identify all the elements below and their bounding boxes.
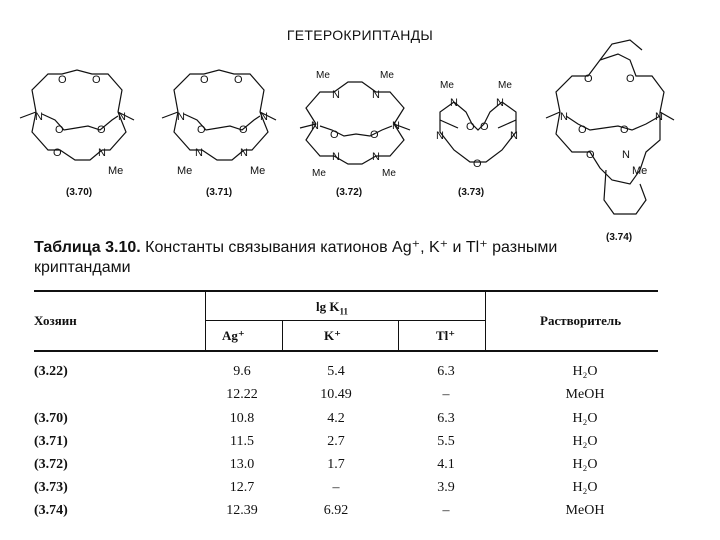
tl-cell: 4.1 — [437, 457, 455, 472]
table-top-rule — [34, 290, 658, 292]
atom-o: O — [578, 124, 587, 136]
atom-n: N — [372, 89, 380, 101]
table-caption — [34, 238, 594, 278]
methyl-label: Me — [380, 70, 394, 81]
atom-o: O — [197, 124, 206, 136]
tl-cell: 6.3 — [437, 364, 455, 379]
atom-o: O — [473, 158, 482, 170]
ion-header-ag: Ag⁺ — [222, 328, 245, 343]
column-divider — [485, 292, 486, 350]
compound-label: (3.70) — [66, 187, 93, 198]
atom-n: N — [35, 111, 43, 123]
solvent-cell: H₂O — [572, 457, 598, 472]
methyl-label: Me — [440, 80, 454, 91]
atom-o: O — [55, 124, 64, 136]
atom-o: O — [620, 124, 629, 136]
solvent-cell: H₂O — [572, 411, 598, 426]
host-header: Хозяин — [34, 313, 77, 328]
methyl-label: Me — [382, 168, 396, 179]
caption-number: Таблица 3.10. — [34, 239, 141, 256]
column-divider — [398, 320, 399, 350]
logk-header — [316, 299, 348, 317]
atom-o: O — [239, 124, 248, 136]
cryptand-structures — [0, 0, 720, 250]
methyl-label: Me — [498, 80, 512, 91]
ag-cell: 12.39 — [226, 503, 258, 518]
atom-o: O — [200, 74, 209, 86]
host-cell: (3.72) — [34, 457, 68, 472]
atom-n: N — [260, 111, 268, 123]
solvent-cell: MeOH — [565, 503, 605, 518]
atom-o: O — [330, 129, 339, 141]
atom-o: O — [466, 121, 475, 133]
atom-n: N — [392, 120, 400, 132]
atom-o: O — [234, 74, 243, 86]
atom-o: O — [370, 129, 379, 141]
host-cell: (3.73) — [34, 480, 68, 495]
atom-n: N — [496, 97, 504, 109]
k-cell: 2.7 — [327, 434, 345, 449]
atom-n: N — [622, 149, 630, 161]
ag-cell: 11.5 — [230, 434, 254, 449]
tl-cell: 6.3 — [437, 411, 455, 426]
atom-o: O — [92, 74, 101, 86]
solvent-cell: H₂O — [572, 364, 598, 379]
atom-o: O — [586, 149, 595, 161]
atom-o: O — [480, 121, 489, 133]
solvent-cell: H₂O — [572, 434, 598, 449]
k-cell: 1.7 — [327, 457, 345, 472]
compound-label: (3.73) — [458, 187, 485, 198]
tl-cell: 3.9 — [437, 480, 455, 495]
compound-label: (3.71) — [206, 187, 233, 198]
atom-n: N — [655, 111, 663, 123]
page-title: ГЕТЕРОКРИПТАНДЫ — [286, 27, 434, 43]
methyl-label: Me — [632, 165, 648, 177]
host-cell: (3.71) — [34, 434, 68, 449]
ion-header-k: K⁺ — [324, 328, 341, 343]
caption-text: Константы связывания катионов Ag⁺, K⁺ и Tl⁺ разными криптандами — [34, 239, 558, 276]
ag-cell: 10.8 — [229, 411, 255, 426]
structure-3-74 — [546, 40, 674, 214]
k-cell: 5.4 — [327, 364, 345, 379]
tl-cell: 5.5 — [437, 434, 455, 449]
atom-o: O — [626, 73, 635, 85]
solvent-header: Растворитель — [540, 313, 622, 328]
ion-header-tl: Tl⁺ — [436, 328, 456, 343]
atom-n: N — [510, 130, 518, 142]
tl-cell: – — [442, 387, 450, 402]
atom-n: N — [98, 147, 106, 159]
ag-cell: 12.7 — [229, 480, 255, 495]
column-divider — [205, 292, 206, 350]
host-cell: (3.74) — [34, 503, 68, 518]
methyl-label: Me — [108, 165, 124, 177]
column-divider — [282, 320, 283, 350]
ag-cell: 12.22 — [226, 387, 258, 402]
atom-o: O — [97, 124, 106, 136]
atom-n: N — [311, 120, 319, 132]
atom-n: N — [372, 151, 380, 163]
atom-o: O — [58, 74, 67, 86]
compound-label: (3.74) — [606, 232, 633, 243]
logk-subscript: 11 — [339, 306, 348, 317]
atom-n: N — [560, 111, 568, 123]
ag-cell: 9.6 — [233, 364, 251, 379]
atom-n: N — [195, 147, 203, 159]
structure-3-73 — [440, 102, 516, 162]
ag-cell: 13.0 — [229, 457, 255, 472]
atom-o: O — [584, 73, 593, 85]
atom-n: N — [332, 89, 340, 101]
methyl-label: Me — [312, 168, 326, 179]
k-cell: 10.49 — [320, 387, 352, 402]
logk-label: lg K — [316, 299, 340, 314]
methyl-label: Me — [250, 165, 266, 177]
atom-n: N — [450, 97, 458, 109]
k-cell: 6.92 — [323, 503, 349, 518]
atom-n: N — [118, 111, 126, 123]
table-header-rule — [34, 350, 658, 352]
host-cell: (3.70) — [34, 411, 68, 426]
atom-n: N — [436, 130, 444, 142]
methyl-label: Me — [177, 165, 193, 177]
solvent-cell: MeOH — [565, 387, 605, 402]
solvent-cell: H₂O — [572, 480, 598, 495]
atom-n: N — [177, 111, 185, 123]
host-cell: (3.22) — [34, 364, 68, 379]
atom-n: N — [332, 151, 340, 163]
methyl-label: Me — [316, 70, 330, 81]
k-cell: 4.2 — [327, 411, 345, 426]
compound-label: (3.72) — [336, 187, 363, 198]
atom-o: O — [53, 147, 62, 159]
k-cell: – — [332, 480, 340, 495]
subheader-rule — [205, 320, 485, 321]
atom-n: N — [240, 147, 248, 159]
tl-cell: – — [442, 503, 450, 518]
